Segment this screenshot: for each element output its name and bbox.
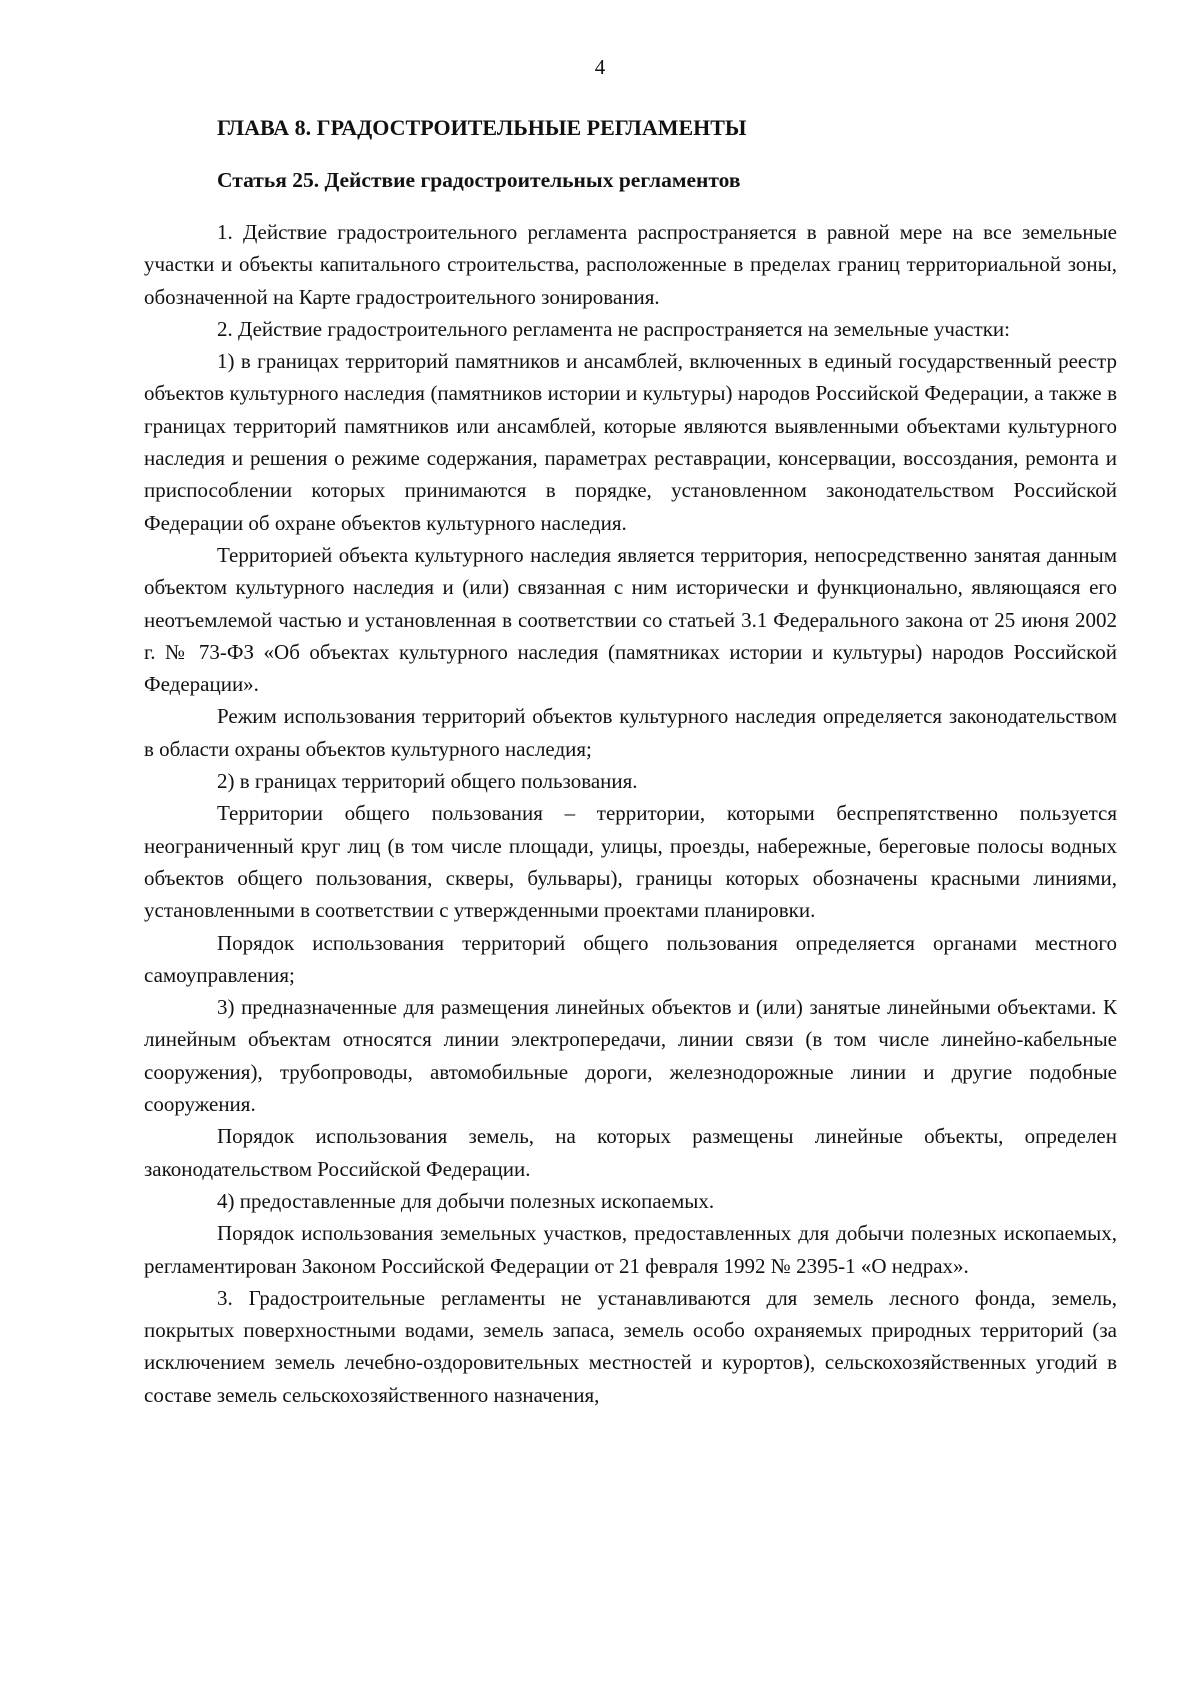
paragraph: 2. Действие градостроительного регламента не распространяется на земельные участки: bbox=[217, 316, 1010, 341]
paragraph: 3) предназначенные для размещения линейных объектов и (или) занятые линейными объектами. К линейным объектам относятся линии электропередачи, линии связи (в том числе линейно-кабельные сооружения), трубопроводы, автомобильные дороги, железнодорожные линии и другие подобные сооружения. bbox=[144, 995, 1117, 1117]
chapter-title: ГЛАВА 8. ГРАДОСТРОИТЕЛЬНЫЕ РЕГЛАМЕНТЫ bbox=[217, 115, 747, 140]
article-title: Статья 25. Действие градостроительных регламентов bbox=[217, 168, 741, 192]
paragraph: Территории общего пользования – территории, которыми беспрепятственно пользуется неограниченный круг лиц (в том числе площади, улицы, проезды, набережные, береговые полосы водных объектов общего пользования, скверы, бульвары), границы которых обозначены красными линиями, установленными в соответствии с утвержденными проектами планировки. bbox=[144, 801, 1117, 923]
paragraph: Режим использования территорий объектов культурного наследия определяется законодательством в области охраны объектов культурного наследия; bbox=[144, 704, 1117, 761]
paragraph: Порядок использования земельных участков, предоставленных для добычи полезных ископаемых, регламентирован Законом Российской Федерации от 21 февраля 1992 № 2395-1 «О недрах». bbox=[144, 1221, 1117, 1278]
paragraph: Порядок использования территорий общего пользования определяется органами местного самоуправления; bbox=[144, 930, 1117, 987]
paragraph: 1) в границах территорий памятников и ансамблей, включенных в единый государственный реестр объектов культурного наследия (памятников истории и культуры) народов Российской Федерации, а также в границах территорий памятников или ансамблей, которые являются выявленными объектами культурного наследия и решения о режиме содержания, параметрах реставрации, консервации, воссоздания, ремонта и приспособлении которых принимаются в порядке, установленном законодательством Российской Федерации об охране объектов культурного наследия. bbox=[144, 349, 1117, 535]
paragraph: 4) предоставленные для добычи полезных ископаемых. bbox=[217, 1188, 715, 1213]
paragraph: Порядок использования земель, на которых размещены линейные объекты, определен законодательством Российской Федерации. bbox=[144, 1124, 1117, 1181]
paragraph: Территорией объекта культурного наследия является территория, непосредственно занятая данным объектом культурного наследия и (или) связанная с ним исторически и функционально, являющаяся его неотъемлемой частью и установленная в соответствии со статьей 3.1 Федерального закона от 25 июня 2002 г. № 73-ФЗ «Об объектах культурного наследия (памятниках истории и культуры) народов Российской Федерации». bbox=[144, 542, 1117, 697]
document-body bbox=[144, 112, 1117, 1411]
page-number: 4 bbox=[594, 55, 606, 79]
paragraph: 1. Действие градостроительного регламента распространяется в равной мере на все земельные участки и объекты капитального строительства, расположенные в пределах границ территориальной зоны, обозначенной на Карте градостроительного зонирования. bbox=[144, 220, 1117, 309]
paragraph: 3. Градостроительные регламенты не устанавливаются для земель лесного фонда, земель, покрытых поверхностными водами, земель запаса, земель особо охраняемых природных территорий (за исключением земель лечебно-оздоровительных местностей и курортов), сельскохозяйственных угодий в составе земель сельскохозяйственного назначения, bbox=[144, 1285, 1117, 1407]
paragraph: 2) в границах территорий общего пользования. bbox=[217, 769, 638, 794]
